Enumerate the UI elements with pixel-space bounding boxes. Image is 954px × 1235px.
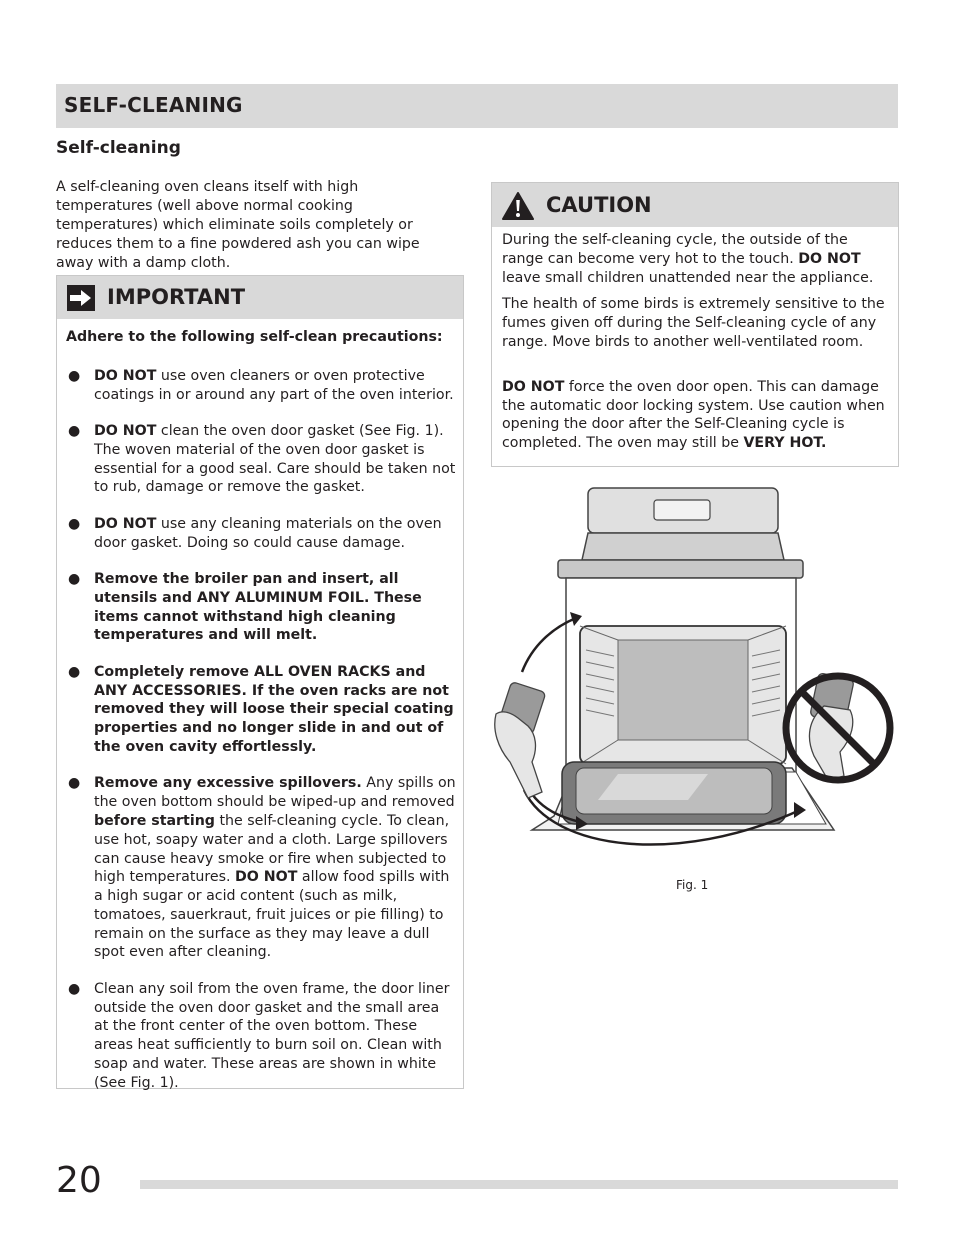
subsection-title: Self-cleaning (56, 138, 181, 158)
list-item: ● Completely remove ALL OVEN RACKS and ANY ACCESSORIES. If the oven racks are not removed they will loose their special coating properties and no longer slide in and out of the oven cavity effortlessly. (68, 663, 454, 755)
important-lead: Adhere to the following self-clean precautions: (66, 329, 443, 345)
section-banner (56, 84, 898, 128)
list-item: ● DO NOT use oven cleaners or oven protective coatings in or around any part of the oven interior. (68, 367, 454, 403)
bullet: ● (68, 663, 81, 680)
bullet: ● (68, 367, 81, 384)
bullet: ● (68, 515, 81, 532)
bullet: ● (68, 980, 81, 997)
bullet: ● (68, 422, 81, 439)
page-number: 20 (56, 1160, 102, 1201)
caution-box (491, 182, 899, 467)
warning-triangle-icon (502, 191, 534, 221)
list-item: ● Remove any excessive spillovers. Any spills on the oven bottom should be wiped-up and removed before starting the self-cleaning cycle. To clean, use hot, soapy water and a cloth. Large spillovers can cause heavy smoke or fire when subjected to high temperatures. DO NOT allow food spills with a high sugar or acid content (such as milk, tomatoes, sauerkraut, fruit juices or pie filling) to remain on the surface as they may leave a dull spot even after cleaning. (68, 775, 456, 961)
oven-door-gasket-illustration (488, 480, 898, 860)
list-item: ● DO NOT clean the oven door gasket (See Fig. 1). The woven material of the oven door gasket is essential for a good seal. Care should be taken not to rub, damage or remove the gasket. (68, 422, 456, 496)
caution-content (502, 231, 890, 461)
bullet: ● (68, 775, 81, 792)
list-item: ● DO NOT use any cleaning materials on the oven door gasket. Doing so could cause damage. (68, 515, 442, 551)
list-item: ● Clean any soil from the oven frame, the door liner outside the oven door gasket and the small area at the front center of the oven bottom. These areas heat sufficiently to burn soil on. Clean with soap and water. These areas are shown in white (See Fig. 1). (68, 980, 450, 1091)
important-box (56, 275, 464, 1089)
bullet: ● (68, 570, 81, 587)
list-item: ● Remove the broiler pan and insert, all utensils and ANY ALUMINUM FOIL. These items cannot withstand high cleaning temperatures and will melt. (68, 570, 422, 644)
section-title: SELF-CLEANING (64, 93, 243, 117)
precaution-list (66, 367, 456, 1093)
caution-paragraph: During the self-cleaning cycle, the outside of the range can become very hot to the touch. DO NOT leave small children unattended near the appliance. (502, 232, 874, 286)
caution-title: CAUTION (546, 193, 652, 217)
footer-bar (140, 1180, 898, 1189)
important-content (66, 328, 456, 1110)
caution-header (492, 183, 898, 227)
arrow-right-icon (67, 285, 95, 311)
important-header (57, 276, 463, 319)
important-title: IMPORTANT (107, 285, 246, 309)
figure-caption: Fig. 1 (676, 878, 709, 892)
caution-paragraph: The health of some birds is extremely sensitive to the fumes given off during the Self-cleaning cycle of any range. Move birds to another well-ventilated room. (502, 296, 885, 350)
intro-paragraph: A self-cleaning oven cleans itself with high temperatures (well above normal cooking temperatures) which eliminate soils completely or reduces them to a fine powdered ash you can wipe away with a damp cloth. (56, 179, 420, 271)
caution-paragraph: DO NOT force the oven door open. This can damage the automatic door locking system. Use caution when opening the door after the Self-Cleaning cycle is completed. The oven may still be VERY HOT. (502, 378, 885, 452)
